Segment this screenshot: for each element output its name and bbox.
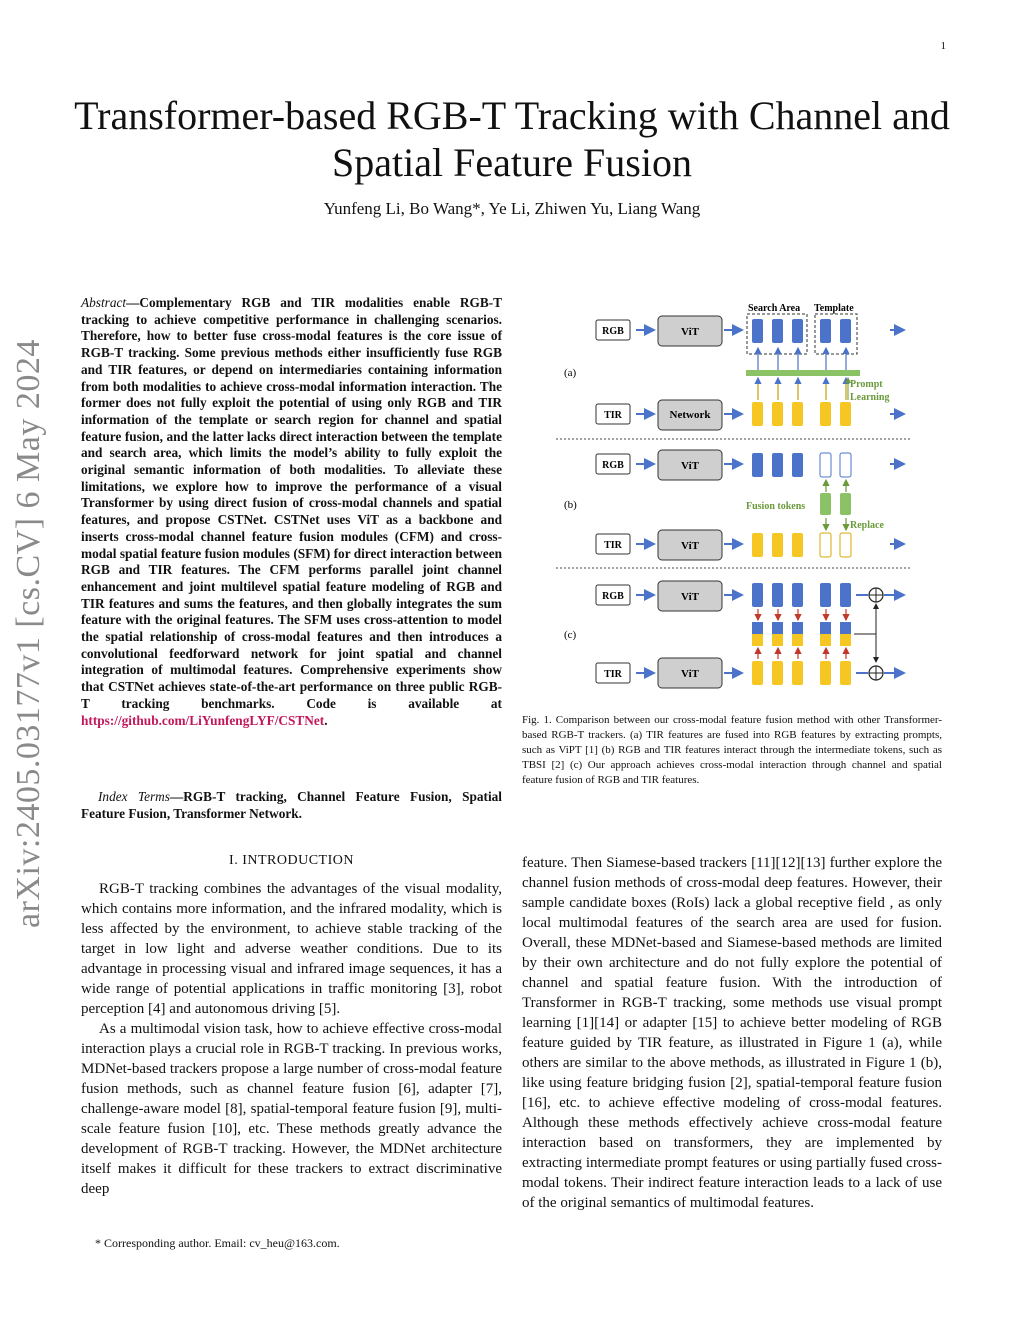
fusion-tokens-label: Fusion tokens: [746, 501, 806, 512]
rgb-label-b: RGB: [602, 460, 624, 471]
abstract-end: .: [324, 712, 328, 728]
vit-label-c2: ViT: [681, 668, 699, 680]
vit-label-a: ViT: [681, 326, 699, 338]
page-number: 1: [940, 40, 946, 52]
template-label: Template: [814, 303, 854, 314]
figure-caption: Fig. 1. Comparison between our cross-modal feature fusion method with other Transformer-based RGB-T trackers. (a) TIR features are fused into RGB features by extracting prompts, such as ViPT [1] (b) RGB and TIR features interact through the intermediate tokens, such as TBSI [2] (c) Our approach achieves cross-modal interaction through channel and spatial feature fusion of RGB and TIR features.: [522, 714, 942, 786]
section-number: I.: [229, 853, 239, 868]
learning-label: Learning: [850, 392, 890, 403]
vit-label-b1: ViT: [681, 460, 699, 472]
authors: Yunfeng Li, Bo Wang*, Ye Li, Zhiwen Yu, Liang Wang: [323, 199, 701, 218]
network-label: Network: [669, 409, 711, 421]
rgb-label-a: RGB: [602, 326, 624, 337]
intro-paragraph-2: As a multimodal vision task, how to achieve effective cross-modal interaction plays a crucial role in RGB-T tracking. In previous works, MDNet-based trackers propose a large number of cross-modal feature fusion methods, such as channel feature fusion [6], adapter [7], challenge-aware model [8], spatial-temporal feature fusion [9], multi-scale feature fusion [10], etc. These methods greatly advance the development of RGB-T tracking. However, the MDNet architecture itself makes it difficult for these trackers to extract discriminative deep: [81, 1021, 502, 1197]
paper-title: Transformer-based RGB-T Tracking with Channel and Spatial Feature Fusion: [74, 93, 950, 185]
panel-c-label: (c): [564, 629, 577, 641]
left-column: [81, 879, 502, 1199]
search-area-label: Search Area: [748, 303, 801, 314]
right-column: [522, 853, 942, 1213]
tir-label-b: TIR: [604, 540, 622, 551]
arxiv-stamp: arXiv:2405.03177v1 [cs.CV] 6 May 2024: [10, 339, 47, 928]
vit-label-b2: ViT: [681, 540, 699, 552]
prompt-label: Prompt: [850, 379, 883, 390]
section-title: INTRODUCTION: [242, 853, 354, 868]
footnote: * Corresponding author. Email: cv_heu@163.com.: [95, 1236, 340, 1250]
panel-b-label: (b): [564, 499, 577, 511]
rgb-label-c: RGB: [602, 591, 624, 602]
intro-paragraph-1: RGB-T tracking combines the advantages of the visual modality, which contains more information, and the infrared modality, which is less affected by the environment, to achieve stable tracking of the target in low light and adverse weather conditions. Due to its advantage in processing visual and infrared image sequences, it has a wide range of potential applications in traffic monitoring [3], robot perception [4] and autonomous driving [5].: [81, 881, 502, 1017]
abstract-text: —Complementary RGB and TIR modalities enable RGB-T tracking to achieve competitive performance in challenging scenarios. Therefore, how to better fuse cross-modal features is the core issue of RGB-T tracking. Some previous methods either insufficiently fuse RGB and TIR features, or depend on intermediaries containing information from both modalities to achieve cross-modal information interaction. The former does not fully exploit the potential of using only RGB and TIR information of the template or search region for channel and spatial feature fusion, and the latter lacks direct interaction between the template and search area, which limits the model’s ability to fully exploit the original semantic information of both modalities. To alleviate these limitations, we explore how to improve the performance of a visual Transformer by using direct fusion of cross-modal channels and spatial features, and propose CSTNet. CSTNet uses ViT as a backbone and inserts cross-modal channel feature fusion modules (CFM) and cross-modal spatial feature fusion modules (SFM) for direct interaction between RGB and TIR features. The CFM performs parallel joint channel enhancement and joint multilevel spatial feature modeling of RGB and TIR features and sums the features, and then globally integrates the sum feature with the original features. The SFM uses cross-attention to model the spatial relationship of cross-modal features and then introduces a convolutional feedforward network for joint spatial and channel integration of multimodal features. Comprehensive experiments show that CSTNet achieves state-of-the-art performance on three public RGB-T tracking benchmarks. Code is available at: [81, 295, 502, 711]
code-link[interactable]: https://github.com/LiYunfengLYF/CSTNet: [81, 712, 325, 728]
abstract-label: Abstract: [81, 295, 127, 310]
replace-label: Replace: [850, 520, 884, 531]
abstract: [81, 295, 502, 729]
tir-label-c: TIR: [604, 669, 622, 680]
section-heading: [81, 853, 502, 869]
tir-label-a: TIR: [604, 410, 622, 421]
vit-label-c1: ViT: [681, 591, 699, 603]
prompt-bar: [746, 370, 860, 376]
index-terms-label: Index Terms: [98, 789, 170, 804]
panel-a-label: (a): [564, 367, 577, 379]
figure-1: [550, 296, 920, 696]
intro-paragraph-3: feature. Then Siamese-based trackers [11][12][13] further explore the channel fusion methods of cross-modal deep features. However, their sample candidate boxes (RoIs) lack a global receptive field , as only local multimodal features of the search area are used for fusion. Overall, these MDNet-based and Siamese-based methods are limited by their own architecture and do not fully explore the potential of channel and spatial feature fusion. With the introduction of Transformer in RGB-T tracking, some methods use visual prompt learning [1][14] or adapter [15] to achieve better modeling of RGB feature guided by TIR feature, as illustrated in Figure 1 (a), while others are similar to the above methods, as illustrated in Figure 1 (b), like using feature bridging fusion [2], spatial-temporal feature fusion [16], etc. to achieve effective modeling of cross-modal features. Although these methods effectively achieve cross-modal feature interaction based on transformers, they are implemented by extracting intermediate prompt features or using partially fused cross-modal tokens. Their indirect feature interaction leads to a lack of use of the original semantics of multimodal features.: [522, 855, 942, 1211]
index-terms-text: —RGB-T tracking, Channel Feature Fusion, Spatial Feature Fusion, Transformer Network.: [81, 789, 502, 821]
index-terms: [81, 789, 502, 822]
